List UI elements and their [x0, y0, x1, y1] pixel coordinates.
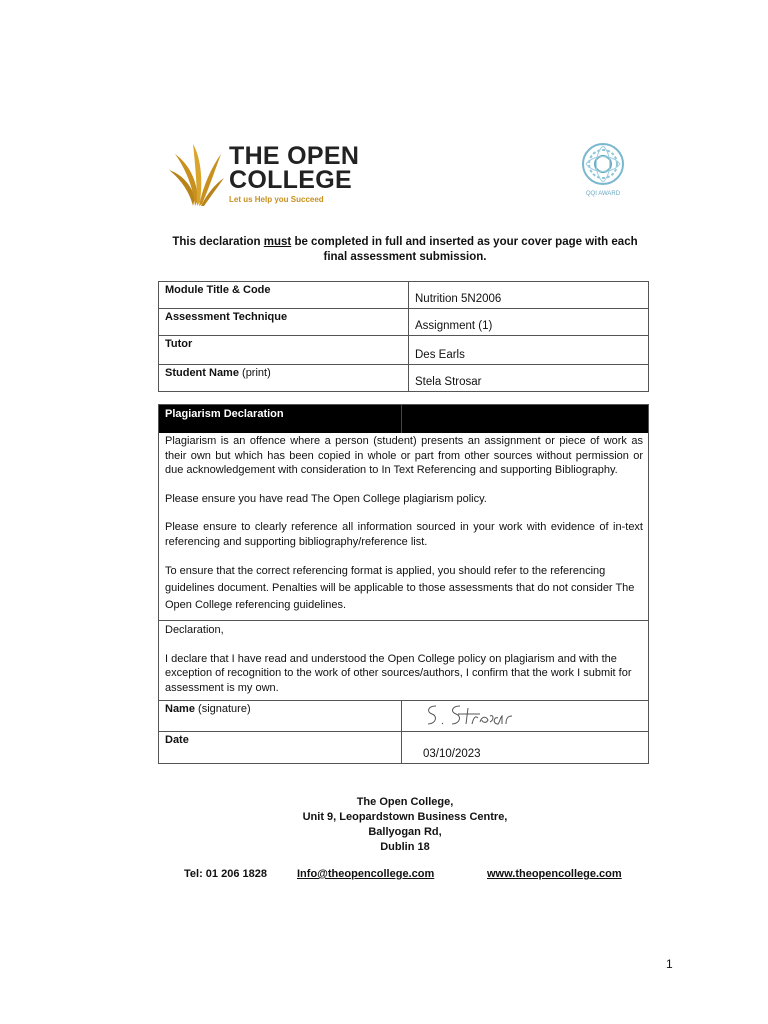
tutor-label: Tutor	[159, 336, 409, 365]
intro-text-end: be completed in full and inserted as your cover page with each final assessment submission.	[291, 236, 638, 263]
declaration-section	[159, 620, 648, 700]
college-logo	[167, 140, 377, 210]
intro-text-start: This declaration	[172, 236, 264, 248]
plagiarism-declaration-box	[158, 404, 649, 764]
handwritten-signature	[422, 702, 532, 728]
logo-title-line1: THE OPEN	[229, 142, 360, 170]
plagiarism-paragraph: Plagiarism is an offence where a person (student) presents an assignment or piece of work as their own but which has been copied in whole or part from other sources without permission or due acknowledgement with consideration to In Text Referencing and supporting Bibliography.	[165, 435, 643, 476]
plagiarism-paragraph: Please ensure to clearly reference all information sourced in your work with evidence of in-text referencing and supporting bibliography/reference list.	[165, 521, 643, 548]
qqi-award-logo	[578, 140, 628, 202]
table-row	[159, 732, 648, 764]
award-label: QQI AWARD	[585, 191, 621, 197]
intro-instruction	[160, 235, 650, 265]
plagiarism-heading-bar	[159, 405, 648, 433]
table-row	[159, 336, 649, 365]
signature-cell	[402, 701, 649, 732]
date-value: 03/10/2023	[402, 732, 649, 764]
address-line: Dublin 18	[380, 841, 430, 853]
table-row	[159, 309, 649, 336]
name-signature-label: Name (signature)	[159, 701, 402, 732]
plagiarism-paragraph: To ensure that the correct referencing format is applied, you should refer to the referencing guidelines document. Penalties will be applicable to those assessments that do not consider The Open College referencing guidelines.	[165, 565, 635, 611]
page-number: 1	[666, 957, 673, 971]
declaration-title: Declaration,	[165, 624, 224, 636]
table-row	[159, 701, 648, 732]
assessment-info-table	[158, 281, 649, 392]
assessment-technique-label: Assessment Technique	[159, 309, 409, 336]
plagiarism-paragraph: Please ensure you have read The Open College plagiarism policy.	[165, 492, 487, 505]
table-row	[159, 365, 649, 392]
address-line: The Open College,	[356, 796, 454, 808]
student-name-label: Student Name (print)	[159, 365, 409, 392]
wheat-logo-icon	[167, 140, 225, 208]
student-name-value: Stela Strosar	[409, 365, 649, 392]
telephone: Tel: 01 206 1828	[184, 868, 267, 880]
tutor-value: Des Earls	[409, 336, 649, 365]
plagiarism-heading: Plagiarism Declaration	[165, 408, 284, 420]
signature-table	[159, 700, 648, 763]
address-line: Ballyogan Rd,	[368, 826, 442, 838]
email-link[interactable]: Info@theopencollege.com	[297, 868, 435, 880]
assessment-technique-value: Assignment (1)	[409, 309, 649, 336]
declaration-text: I declare that I have read and understood the Open College policy on plagiarism and with the exception of recognition to the work of other sources/authors, I confirm that the work I submit for assessment is my own.	[165, 652, 632, 694]
qqi-seal-icon	[578, 140, 628, 190]
website-link[interactable]: www.theopencollege.com	[487, 868, 622, 880]
address-line: Unit 9, Leopardstown Business Centre,	[302, 811, 508, 823]
date-label: Date	[159, 732, 402, 764]
college-address	[250, 795, 560, 855]
logo-title-line2: COLLEGE	[229, 166, 352, 194]
module-title-value: Nutrition 5N2006	[409, 282, 649, 309]
plagiarism-body	[159, 433, 648, 620]
table-row	[159, 282, 649, 309]
module-title-label: Module Title & Code	[159, 282, 409, 309]
logo-tagline: Let us Help you Succeed	[229, 195, 324, 204]
intro-emphasis: must	[263, 236, 292, 248]
